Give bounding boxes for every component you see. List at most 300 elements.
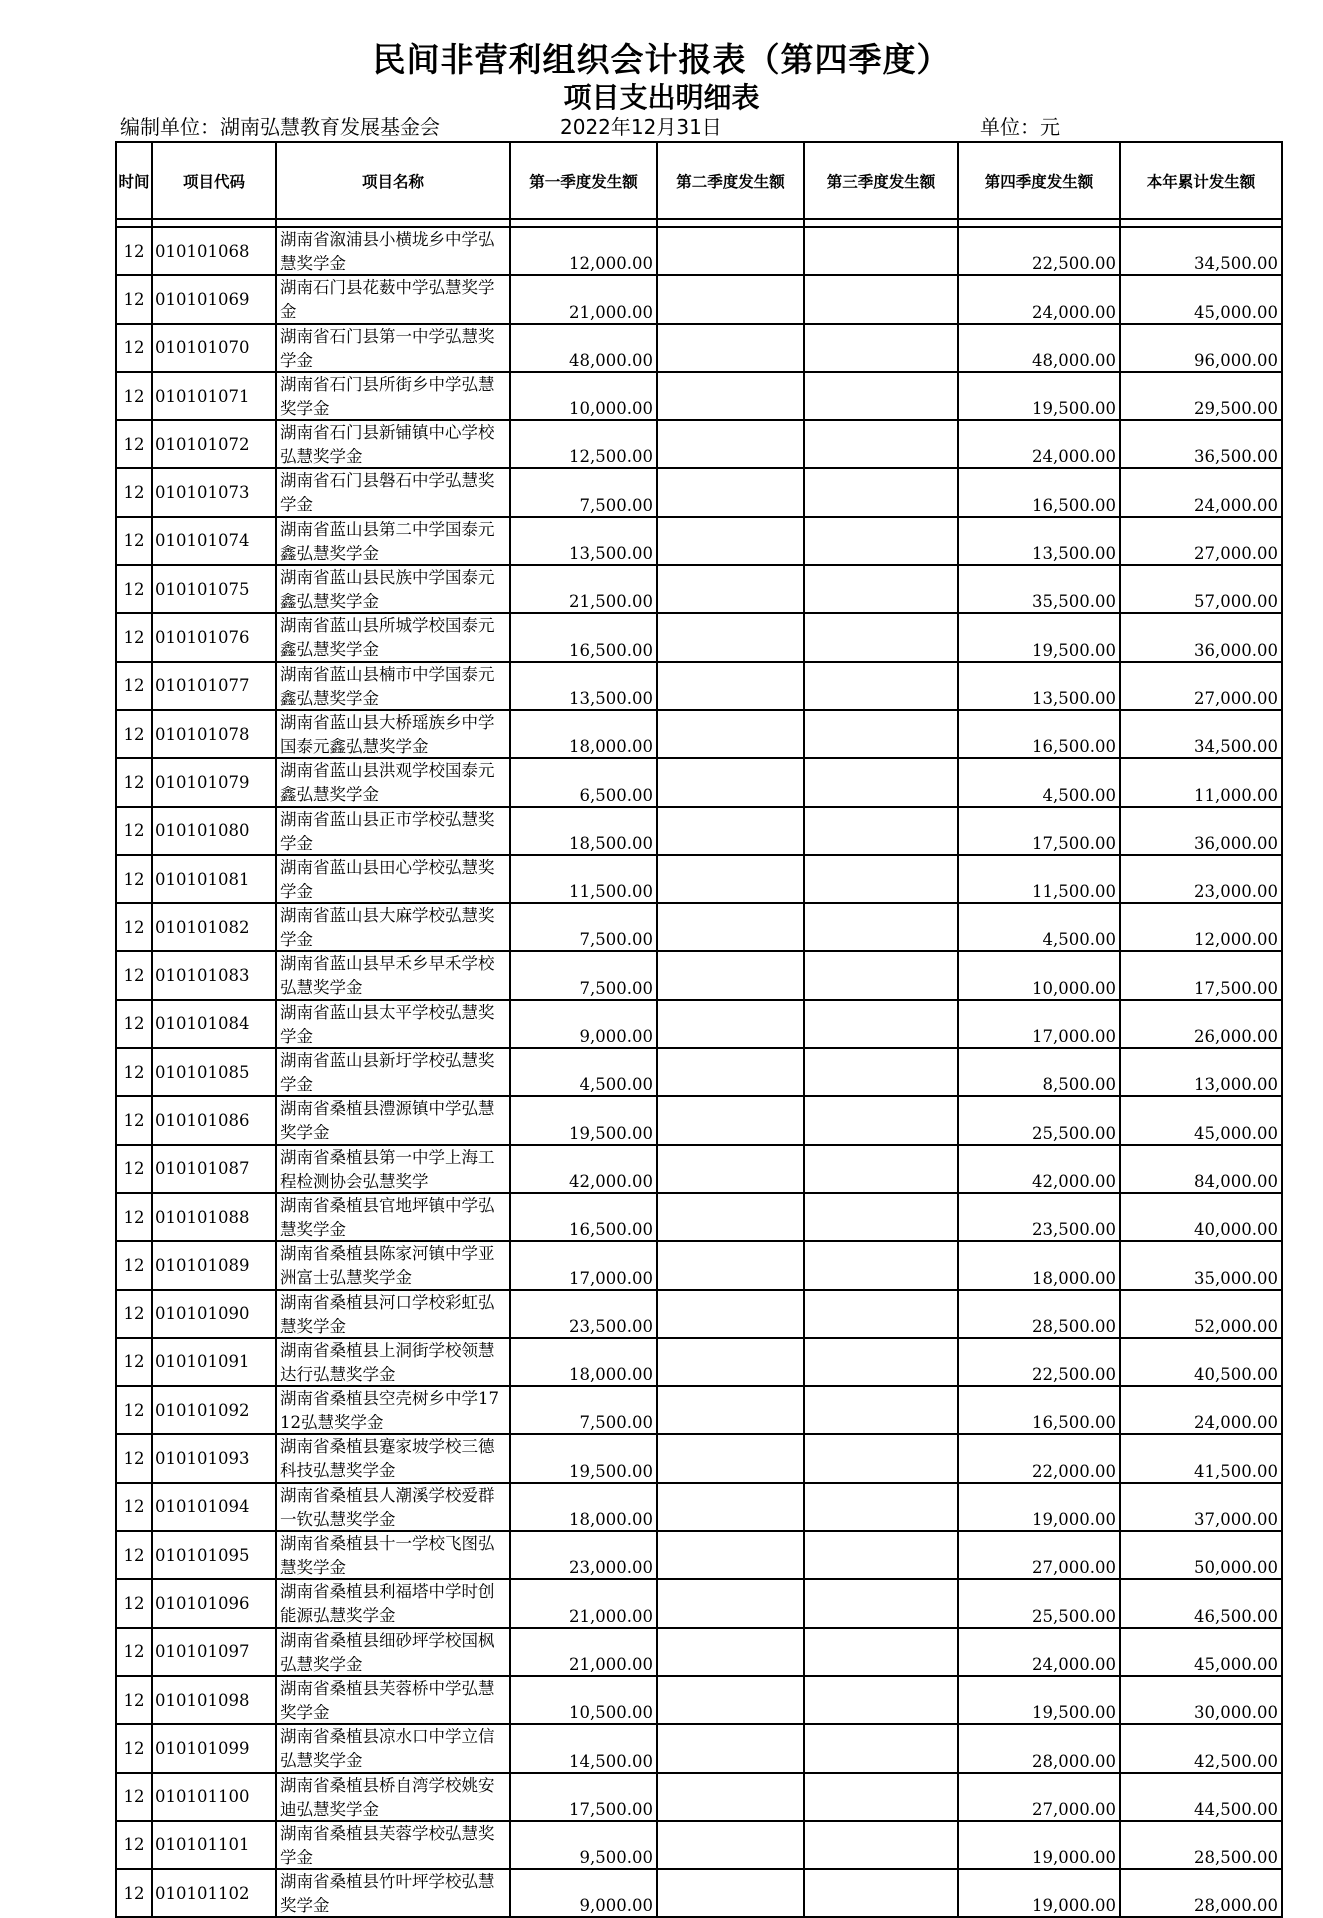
- cell-q1-amount: 7,500.00: [510, 468, 657, 516]
- cell-q4-amount: 13,500.00: [958, 517, 1120, 565]
- cell-annual-total: 46,500.00: [1120, 1579, 1282, 1627]
- cell-annual-total: 50,000.00: [1120, 1531, 1282, 1579]
- cell-project-code: 010101087: [152, 1145, 276, 1193]
- cell-month: 12: [116, 1241, 152, 1289]
- table-row: [116, 1869, 1282, 1917]
- cell-q2-amount: [657, 807, 804, 855]
- table-row: [116, 324, 1282, 372]
- cell-q1-amount: 13,500.00: [510, 662, 657, 710]
- cell-month: 12: [116, 1048, 152, 1096]
- cell-q3-amount: [804, 1773, 958, 1821]
- cell-project-code: 010101098: [152, 1676, 276, 1724]
- cell-month: 12: [116, 1579, 152, 1627]
- cell-annual-total: 44,500.00: [1120, 1773, 1282, 1821]
- col-header-code: 项目代码: [152, 142, 276, 219]
- cell-q2-amount: [657, 1000, 804, 1048]
- cell-project-code: 010101078: [152, 710, 276, 758]
- cell-q3-amount: [804, 1579, 958, 1627]
- cell-project-code: 010101090: [152, 1290, 276, 1338]
- cell-project-name: [276, 1628, 510, 1676]
- cell-annual-total: 11,000.00: [1120, 758, 1282, 806]
- cell-q3-amount: [804, 1290, 958, 1338]
- cell-project-name: [276, 517, 510, 565]
- cell-annual-total: 84,000.00: [1120, 1145, 1282, 1193]
- table-row: [116, 1193, 1282, 1241]
- cell-annual-total: 40,000.00: [1120, 1193, 1282, 1241]
- cell-q2-amount: [657, 710, 804, 758]
- cell-q4-amount: 25,500.00: [958, 1579, 1120, 1627]
- cell-annual-total: 17,500.00: [1120, 951, 1282, 999]
- cell-annual-total: 36,000.00: [1120, 807, 1282, 855]
- cell-month: 12: [116, 227, 152, 275]
- cell-q4-amount: 18,000.00: [958, 1241, 1120, 1289]
- table-row: [116, 613, 1282, 661]
- cell-q4-amount: 22,500.00: [958, 1338, 1120, 1386]
- table-row: [116, 517, 1282, 565]
- cell-project-name: [276, 1434, 510, 1482]
- project-name-text: 湖南省桑植县第一中学上海工程检测协会弘慧奖学: [280, 1147, 495, 1191]
- cell-q3-amount: [804, 1241, 958, 1289]
- header-spacer-row: [116, 219, 1282, 227]
- cell-q4-amount: 19,000.00: [958, 1483, 1120, 1531]
- cell-q4-amount: 35,500.00: [958, 565, 1120, 613]
- cell-project-name: [276, 662, 510, 710]
- cell-q3-amount: [804, 710, 958, 758]
- cell-project-code: 010101075: [152, 565, 276, 613]
- cell-project-code: 010101076: [152, 613, 276, 661]
- cell-project-code: 010101081: [152, 855, 276, 903]
- cell-q1-amount: 7,500.00: [510, 951, 657, 999]
- cell-project-code: 010101082: [152, 903, 276, 951]
- cell-q2-amount: [657, 613, 804, 661]
- cell-q1-amount: 9,000.00: [510, 1000, 657, 1048]
- cell-q2-amount: [657, 275, 804, 323]
- table-row: [116, 1676, 1282, 1724]
- cell-project-code: 010101094: [152, 1483, 276, 1531]
- cell-q3-amount: [804, 1096, 958, 1144]
- cell-q2-amount: [657, 324, 804, 372]
- table-row: [116, 1628, 1282, 1676]
- report-date: 2022年12月31日: [560, 115, 722, 139]
- cell-q1-amount: 48,000.00: [510, 324, 657, 372]
- cell-project-name: [276, 275, 510, 323]
- cell-project-code: 010101072: [152, 420, 276, 468]
- project-name-text: 湖南省桑植县凉水口中学立信弘慧奖学金: [280, 1727, 495, 1771]
- cell-q4-amount: 16,500.00: [958, 1386, 1120, 1434]
- cell-q4-amount: 13,500.00: [958, 662, 1120, 710]
- table-row: [116, 1386, 1282, 1434]
- cell-annual-total: 29,500.00: [1120, 372, 1282, 420]
- project-name-text: 湖南省桑植县竹叶坪学校弘慧奖学金: [280, 1872, 495, 1916]
- cell-project-code: 010101070: [152, 324, 276, 372]
- cell-q2-amount: [657, 1676, 804, 1724]
- project-name-text: 湖南省桑植县空壳树乡中学1712弘慧奖学金: [280, 1389, 499, 1433]
- cell-project-code: 010101071: [152, 372, 276, 420]
- cell-q1-amount: 17,500.00: [510, 1773, 657, 1821]
- cell-project-name: [276, 1579, 510, 1627]
- cell-q2-amount: [657, 420, 804, 468]
- cell-project-code: 010101102: [152, 1869, 276, 1917]
- project-name-text: 湖南省石门县所街乡中学弘慧奖学金: [280, 374, 495, 418]
- cell-q4-amount: 19,000.00: [958, 1821, 1120, 1869]
- cell-q1-amount: 18,000.00: [510, 1483, 657, 1531]
- cell-project-name: [276, 1338, 510, 1386]
- cell-project-name: [276, 1000, 510, 1048]
- cell-project-name: [276, 1096, 510, 1144]
- cell-q4-amount: 23,500.00: [958, 1193, 1120, 1241]
- cell-month: 12: [116, 565, 152, 613]
- cell-q1-amount: 10,000.00: [510, 372, 657, 420]
- cell-project-name: [276, 1676, 510, 1724]
- project-name-text: 湖南省石门县磐石中学弘慧奖学金: [280, 471, 495, 515]
- cell-q2-amount: [657, 1048, 804, 1096]
- cell-q4-amount: 22,500.00: [958, 227, 1120, 275]
- cell-project-name: [276, 324, 510, 372]
- table-row: [116, 1241, 1282, 1289]
- cell-q1-amount: 7,500.00: [510, 1386, 657, 1434]
- cell-project-code: 010101099: [152, 1724, 276, 1772]
- cell-q3-amount: [804, 1483, 958, 1531]
- cell-q4-amount: 28,500.00: [958, 1290, 1120, 1338]
- cell-annual-total: 30,000.00: [1120, 1676, 1282, 1724]
- organization-label: 编制单位：湖南弘慧教育发展基金会: [120, 115, 440, 139]
- cell-project-code: 010101084: [152, 1000, 276, 1048]
- cell-q2-amount: [657, 1241, 804, 1289]
- cell-q3-amount: [804, 517, 958, 565]
- cell-project-name: [276, 372, 510, 420]
- project-name-text: 湖南省石门县第一中学弘慧奖学金: [280, 326, 495, 370]
- cell-month: 12: [116, 1531, 152, 1579]
- table-row: [116, 758, 1282, 806]
- cell-q4-amount: 28,000.00: [958, 1724, 1120, 1772]
- cell-q4-amount: 19,000.00: [958, 1869, 1120, 1917]
- cell-q1-amount: 17,000.00: [510, 1241, 657, 1289]
- table-row: [116, 1290, 1282, 1338]
- currency-unit: 单位：元: [980, 115, 1060, 139]
- cell-project-code: 010101080: [152, 807, 276, 855]
- cell-q1-amount: 21,000.00: [510, 1579, 657, 1627]
- cell-annual-total: 26,000.00: [1120, 1000, 1282, 1048]
- cell-project-name: [276, 710, 510, 758]
- cell-annual-total: 45,000.00: [1120, 1096, 1282, 1144]
- cell-month: 12: [116, 1676, 152, 1724]
- col-header-q2: 第二季度发生额: [657, 142, 804, 219]
- cell-q1-amount: 14,500.00: [510, 1724, 657, 1772]
- cell-q2-amount: [657, 372, 804, 420]
- cell-project-name: [276, 807, 510, 855]
- project-name-text: 湖南石门县花薮中学弘慧奖学金: [280, 278, 495, 322]
- cell-q4-amount: 11,500.00: [958, 855, 1120, 903]
- cell-q2-amount: [657, 1290, 804, 1338]
- col-header-month: 时间: [116, 142, 152, 219]
- cell-q3-amount: [804, 324, 958, 372]
- cell-project-name: [276, 613, 510, 661]
- cell-project-code: 010101077: [152, 662, 276, 710]
- project-name-text: 湖南省桑植县上洞街学校领慧达行弘慧奖学金: [280, 1340, 495, 1384]
- cell-q2-amount: [657, 1483, 804, 1531]
- cell-project-code: 010101068: [152, 227, 276, 275]
- cell-q1-amount: 10,500.00: [510, 1676, 657, 1724]
- project-name-text: 湖南省桑植县蹇家坡学校三德科技弘慧奖学金: [280, 1437, 495, 1481]
- cell-q2-amount: [657, 662, 804, 710]
- cell-q3-amount: [804, 372, 958, 420]
- cell-q3-amount: [804, 1724, 958, 1772]
- project-name-text: 湖南省蓝山县所城学校国泰元鑫弘慧奖学金: [280, 616, 495, 660]
- cell-q3-amount: [804, 1386, 958, 1434]
- cell-q3-amount: [804, 855, 958, 903]
- cell-q1-amount: 6,500.00: [510, 758, 657, 806]
- cell-month: 12: [116, 903, 152, 951]
- cell-project-name: [276, 758, 510, 806]
- cell-q3-amount: [804, 1869, 958, 1917]
- cell-q2-amount: [657, 1628, 804, 1676]
- project-name-text: 湖南省蓝山县民族中学国泰元鑫弘慧奖学金: [280, 568, 495, 612]
- cell-q2-amount: [657, 1869, 804, 1917]
- cell-q3-amount: [804, 951, 958, 999]
- cell-q2-amount: [657, 1434, 804, 1482]
- cell-month: 12: [116, 662, 152, 710]
- project-name-text: 湖南省桑植县陈家河镇中学亚洲富士弘慧奖学金: [280, 1244, 495, 1288]
- cell-q4-amount: 27,000.00: [958, 1531, 1120, 1579]
- cell-project-name: [276, 1531, 510, 1579]
- cell-project-name: [276, 227, 510, 275]
- cell-annual-total: 37,000.00: [1120, 1483, 1282, 1531]
- cell-month: 12: [116, 1096, 152, 1144]
- cell-q2-amount: [657, 468, 804, 516]
- cell-q4-amount: 24,000.00: [958, 1628, 1120, 1676]
- cell-q3-amount: [804, 275, 958, 323]
- cell-q2-amount: [657, 1145, 804, 1193]
- cell-month: 12: [116, 613, 152, 661]
- project-name-text: 湖南省石门县新铺镇中心学校弘慧奖学金: [280, 423, 495, 467]
- col-header-name: 项目名称: [276, 142, 510, 219]
- cell-q1-amount: 4,500.00: [510, 1048, 657, 1096]
- table-row: [116, 227, 1282, 275]
- cell-project-code: 010101073: [152, 468, 276, 516]
- cell-q4-amount: 24,000.00: [958, 420, 1120, 468]
- cell-q4-amount: 4,500.00: [958, 903, 1120, 951]
- cell-project-name: [276, 1241, 510, 1289]
- cell-annual-total: 41,500.00: [1120, 1434, 1282, 1482]
- cell-month: 12: [116, 1193, 152, 1241]
- cell-q1-amount: 19,500.00: [510, 1434, 657, 1482]
- cell-project-name: [276, 1724, 510, 1772]
- cell-q1-amount: 19,500.00: [510, 1096, 657, 1144]
- table-row: [116, 372, 1282, 420]
- cell-month: 12: [116, 758, 152, 806]
- table-row: [116, 275, 1282, 323]
- cell-q2-amount: [657, 1096, 804, 1144]
- cell-annual-total: 24,000.00: [1120, 1386, 1282, 1434]
- expense-detail-table: [115, 141, 1283, 1918]
- cell-project-name: [276, 420, 510, 468]
- cell-month: 12: [116, 1483, 152, 1531]
- cell-q3-amount: [804, 468, 958, 516]
- col-header-q3: 第三季度发生额: [804, 142, 958, 219]
- cell-q3-amount: [804, 903, 958, 951]
- cell-annual-total: 35,000.00: [1120, 1241, 1282, 1289]
- cell-q4-amount: 42,000.00: [958, 1145, 1120, 1193]
- cell-project-name: [276, 1483, 510, 1531]
- cell-project-code: 010101096: [152, 1579, 276, 1627]
- project-name-text: 湖南省桑植县芙蓉桥中学弘慧奖学金: [280, 1678, 495, 1722]
- cell-q2-amount: [657, 1193, 804, 1241]
- cell-q4-amount: 8,500.00: [958, 1048, 1120, 1096]
- cell-q4-amount: 16,500.00: [958, 468, 1120, 516]
- cell-annual-total: 34,500.00: [1120, 227, 1282, 275]
- cell-q4-amount: 27,000.00: [958, 1773, 1120, 1821]
- cell-q1-amount: 18,000.00: [510, 710, 657, 758]
- cell-q3-amount: [804, 1676, 958, 1724]
- cell-q1-amount: 11,500.00: [510, 855, 657, 903]
- cell-q1-amount: 18,500.00: [510, 807, 657, 855]
- cell-q3-amount: [804, 1434, 958, 1482]
- cell-project-name: [276, 903, 510, 951]
- cell-project-name: [276, 951, 510, 999]
- cell-month: 12: [116, 275, 152, 323]
- cell-annual-total: 40,500.00: [1120, 1338, 1282, 1386]
- cell-annual-total: 12,000.00: [1120, 903, 1282, 951]
- table-row: [116, 710, 1282, 758]
- cell-q3-amount: [804, 1628, 958, 1676]
- cell-project-code: 010101079: [152, 758, 276, 806]
- cell-q2-amount: [657, 903, 804, 951]
- project-name-text: 湖南省蓝山县田心学校弘慧奖学金: [280, 857, 495, 901]
- cell-month: 12: [116, 517, 152, 565]
- cell-annual-total: 23,000.00: [1120, 855, 1282, 903]
- cell-annual-total: 96,000.00: [1120, 324, 1282, 372]
- table-row: [116, 468, 1282, 516]
- project-name-text: 湖南省桑植县十一学校飞图弘慧奖学金: [280, 1534, 495, 1578]
- cell-q1-amount: 16,500.00: [510, 613, 657, 661]
- cell-q2-amount: [657, 227, 804, 275]
- cell-project-code: 010101074: [152, 517, 276, 565]
- cell-q1-amount: 18,000.00: [510, 1338, 657, 1386]
- col-header-total: 本年累计发生额: [1120, 142, 1282, 219]
- cell-annual-total: 52,000.00: [1120, 1290, 1282, 1338]
- cell-project-name: [276, 855, 510, 903]
- cell-month: 12: [116, 1773, 152, 1821]
- cell-month: 12: [116, 1338, 152, 1386]
- header-row: [116, 142, 1282, 219]
- cell-q4-amount: 19,500.00: [958, 613, 1120, 661]
- table-row: [116, 855, 1282, 903]
- project-name-text: 湖南省桑植县河口学校彩虹弘慧奖学金: [280, 1292, 495, 1336]
- cell-month: 12: [116, 420, 152, 468]
- cell-project-code: 010101097: [152, 1628, 276, 1676]
- cell-q1-amount: 23,500.00: [510, 1290, 657, 1338]
- cell-q3-amount: [804, 565, 958, 613]
- cell-annual-total: 27,000.00: [1120, 517, 1282, 565]
- cell-project-code: 010101100: [152, 1773, 276, 1821]
- cell-q4-amount: 4,500.00: [958, 758, 1120, 806]
- table-row: [116, 1724, 1282, 1772]
- project-name-text: 湖南省桑植县官地坪镇中学弘慧奖学金: [280, 1195, 495, 1239]
- cell-annual-total: 45,000.00: [1120, 275, 1282, 323]
- project-name-text: 湖南省桑植县细砂坪学校国枫弘慧奖学金: [280, 1630, 495, 1674]
- cell-month: 12: [116, 1145, 152, 1193]
- cell-month: 12: [116, 324, 152, 372]
- cell-project-code: 010101093: [152, 1434, 276, 1482]
- cell-project-code: 010101101: [152, 1821, 276, 1869]
- cell-annual-total: 57,000.00: [1120, 565, 1282, 613]
- project-name-text: 湖南省桑植县澧源镇中学弘慧奖学金: [280, 1099, 495, 1143]
- project-name-text: 湖南省桑植县利福塔中学时创能源弘慧奖学金: [280, 1582, 495, 1626]
- report-subtitle: 项目支出明细表: [563, 81, 760, 114]
- cell-q2-amount: [657, 855, 804, 903]
- cell-project-code: 010101069: [152, 275, 276, 323]
- table-row: [116, 1338, 1282, 1386]
- project-name-text: 湖南省蓝山县新圩学校弘慧奖学金: [280, 1051, 495, 1095]
- cell-month: 12: [116, 1386, 152, 1434]
- cell-project-name: [276, 1821, 510, 1869]
- table-row: [116, 1821, 1282, 1869]
- table-row: [116, 1434, 1282, 1482]
- cell-month: 12: [116, 855, 152, 903]
- cell-project-code: 010101085: [152, 1048, 276, 1096]
- cell-q2-amount: [657, 1724, 804, 1772]
- cell-month: 12: [116, 807, 152, 855]
- cell-q4-amount: 22,000.00: [958, 1434, 1120, 1482]
- table-row: [116, 1531, 1282, 1579]
- cell-month: 12: [116, 1628, 152, 1676]
- cell-q2-amount: [657, 758, 804, 806]
- table-row: [116, 1096, 1282, 1144]
- cell-q4-amount: 48,000.00: [958, 324, 1120, 372]
- project-name-text: 湖南省蓝山县楠市中学国泰元鑫弘慧奖学金: [280, 664, 495, 708]
- cell-project-name: [276, 1048, 510, 1096]
- cell-q1-amount: 12,000.00: [510, 227, 657, 275]
- cell-month: 12: [116, 1821, 152, 1869]
- cell-project-name: [276, 1386, 510, 1434]
- cell-month: 12: [116, 1290, 152, 1338]
- project-name-text: 湖南省蓝山县大麻学校弘慧奖学金: [280, 906, 495, 950]
- cell-project-code: 010101092: [152, 1386, 276, 1434]
- table-row: [116, 1579, 1282, 1627]
- project-name-text: 湖南省蓝山县第二中学国泰元鑫弘慧奖学金: [280, 519, 495, 563]
- cell-q4-amount: 19,500.00: [958, 1676, 1120, 1724]
- cell-annual-total: 28,500.00: [1120, 1821, 1282, 1869]
- table-row: [116, 565, 1282, 613]
- cell-month: 12: [116, 1434, 152, 1482]
- cell-q2-amount: [657, 517, 804, 565]
- cell-annual-total: 36,500.00: [1120, 420, 1282, 468]
- cell-q2-amount: [657, 1386, 804, 1434]
- cell-project-name: [276, 565, 510, 613]
- cell-q4-amount: 25,500.00: [958, 1096, 1120, 1144]
- cell-annual-total: 45,000.00: [1120, 1628, 1282, 1676]
- cell-q3-amount: [804, 662, 958, 710]
- project-name-text: 湖南省溆浦县小横垅乡中学弘慧奖学金: [280, 230, 495, 273]
- cell-annual-total: 24,000.00: [1120, 468, 1282, 516]
- cell-q1-amount: 23,000.00: [510, 1531, 657, 1579]
- cell-q3-amount: [804, 1145, 958, 1193]
- project-name-text: 湖南省蓝山县大桥瑶族乡中学国泰元鑫弘慧奖学金: [280, 712, 495, 756]
- table-row: [116, 1483, 1282, 1531]
- project-name-text: 湖南省蓝山县早禾乡早禾学校弘慧奖学金: [280, 954, 495, 998]
- cell-project-code: 010101086: [152, 1096, 276, 1144]
- cell-q3-amount: [804, 758, 958, 806]
- cell-project-name: [276, 1773, 510, 1821]
- table-row: [116, 1145, 1282, 1193]
- table-row: [116, 1048, 1282, 1096]
- project-name-text: 湖南省桑植县桥自湾学校姚安迪弘慧奖学金: [280, 1775, 495, 1819]
- project-name-text: 湖南省蓝山县太平学校弘慧奖学金: [280, 1002, 495, 1046]
- cell-project-code: 010101083: [152, 951, 276, 999]
- cell-month: 12: [116, 1869, 152, 1917]
- cell-month: 12: [116, 951, 152, 999]
- cell-q1-amount: 9,000.00: [510, 1869, 657, 1917]
